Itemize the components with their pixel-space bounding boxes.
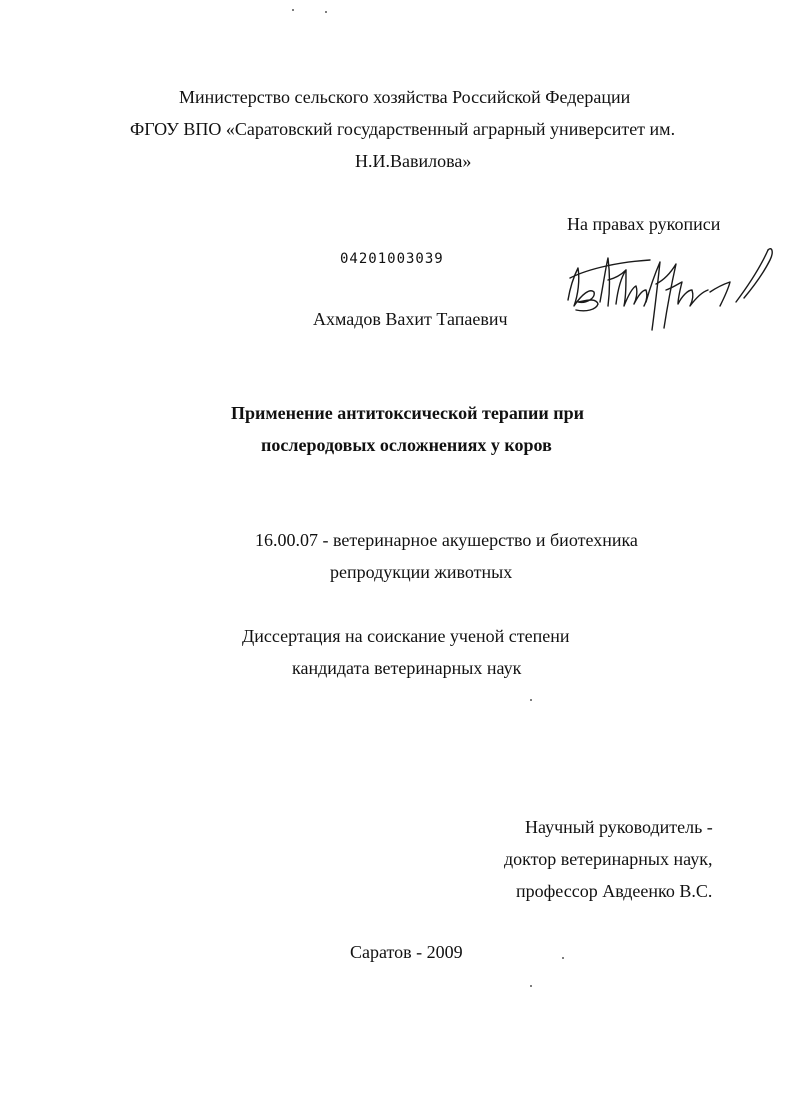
scan-speck — [530, 985, 532, 987]
scan-speck — [325, 11, 327, 13]
scan-speck — [292, 9, 294, 11]
university-line: ФГОУ ВПО «Саратовский государственный аграрный университет им. — [130, 119, 676, 139]
supervisor-degree: доктор ветеринарных наук, — [504, 849, 713, 869]
ministry-line: Министерство сельского хозяйства Российской Федерации — [179, 87, 631, 107]
degree-line1: Диссертация на соискание ученой степени — [242, 626, 570, 646]
dissertation-title-line1: Применение антитоксической терапии при — [231, 403, 585, 423]
scan-speck — [530, 699, 532, 701]
scan-speck — [562, 957, 564, 959]
author-name: Ахмадов Вахит Тапаевич — [313, 309, 508, 329]
dissertation-title-line2: послеродовых осложнениях у коров — [261, 435, 552, 455]
registration-number: 04201003039 — [340, 251, 444, 267]
manuscript-note: На правах рукописи — [567, 214, 721, 234]
degree-line2: кандидата ветеринарных наук — [292, 658, 522, 678]
specialty-code-line: 16.00.07 - ветеринарное акушерство и биотехника — [255, 530, 638, 550]
university-name-line: Н.И.Вавилова» — [355, 151, 472, 171]
signature-icon — [560, 240, 780, 340]
supervisor-label: Научный руководитель - — [525, 817, 713, 837]
city-year: Саратов - 2009 — [350, 942, 463, 962]
supervisor-name: профессор Авдеенко В.С. — [516, 881, 713, 901]
specialty-name-line: репродукции животных — [330, 562, 513, 582]
